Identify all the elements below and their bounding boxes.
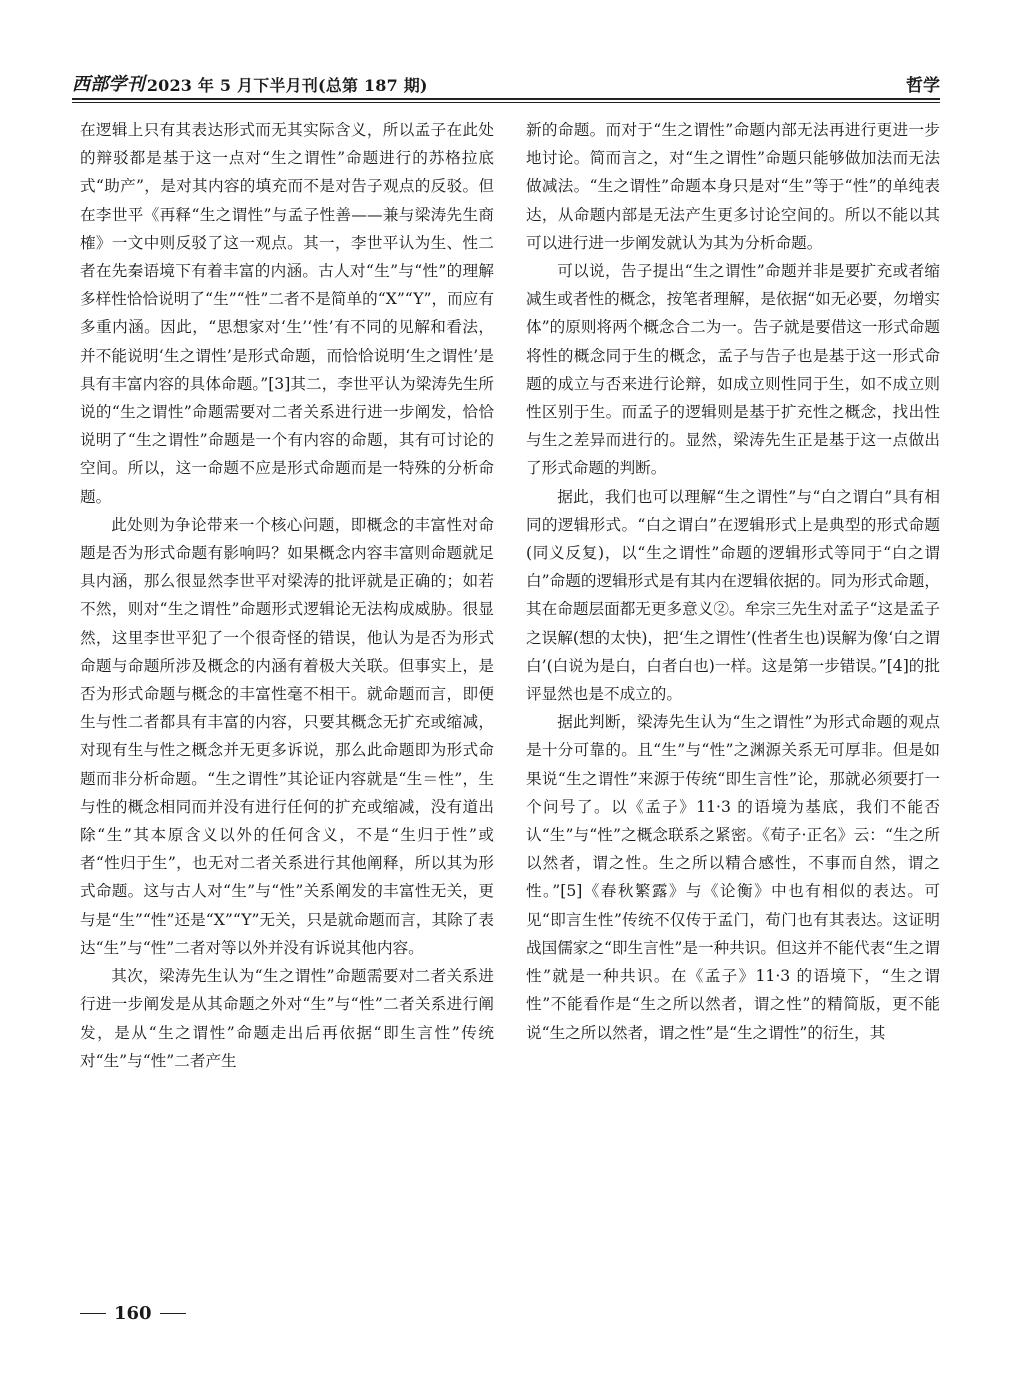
footer-dash-right — [160, 1313, 186, 1315]
paragraph: 在逻辑上只有其表达形式而无其实际含义，所以孟子在此处的辩驳都是基于这一点对“生之谓性”命题进行的苏格拉底式“助产”，是对其内容的填充而不是对告子观点的反驳。但在李世平《再释“生之谓性”与孟子性善——兼与梁涛先生商榷》一文中则反驳了这一观点。其一，李世平认为生、性二者在先秦语境下有着丰富的内涵。古人对“生”与“性”的理解多样性恰恰说明了“生”“性”二者不是简单的“X”“Y”，而应有多重内涵。因此，“思想家对‘生’‘性’有不同的见解和看法，并不能说明‘生之谓性’是形式命题，而恰恰说明‘生之谓性’是具有丰富内容的具体命题。”[3]其二，李世平认为梁涛先生所说的“生之谓性”命题需要对二者关系进行进一步阐发，恰恰说明了“生之谓性”命题是一个有内容的命题，其有可讨论的空间。所以，这一命题不应是形式命题而是一特殊的分析命题。 — [80, 121, 494, 506]
right-column — [526, 116, 940, 1256]
page-number: 160 — [114, 1303, 152, 1324]
running-header — [72, 68, 940, 96]
header-rule-thin — [72, 102, 940, 103]
issue-info: 2023 年 5 月下半月刊(总第 187 期) — [146, 76, 428, 95]
section-label: 哲学 — [906, 76, 940, 96]
paragraph: 可以说，告子提出“生之谓性”命题并非是要扩充或者缩减生或者性的概念，按笔者理解，是依据“如无必要，勿增实体”的原则将两个概念合二为一。告子就是要借这一形式命题将性的概念同于生的概念，孟子与告子也是基于这一形式命题的成立与否来进行论辩，如成立则性同于生，如不成立则性区别于生。而孟子的逻辑则是基于扩充性之概念，找出性与生之差异而进行的。显然，梁涛先生正是基于这一点做出了形式命题的判断。 — [526, 262, 940, 478]
header-left — [72, 70, 428, 96]
header-rule-thick — [72, 98, 940, 100]
paragraph: 据此，我们也可以理解“生之谓性”与“白之谓白”具有相同的逻辑形式。“白之谓白”在逻辑形式上是典型的形式命题(同义反复)，以“生之谓性”命题的逻辑形式等同于“白之谓白”命题的逻辑形式是有其内在逻辑依据的。同为形式命题，其在命题层面都无更多意义②。牟宗三先生对孟子“这是孟子之误解(想的太快)，把‘生之谓性’(性者生也)误解为像‘白之谓白’(白说为是白，白者白也)一样。这是第一步错误。”[4]的批评显然也是不成立的。 — [526, 487, 940, 704]
paragraph: 据此判断，梁涛先生认为“生之谓性”为形式命题的观点是十分可靠的。且“生”与“性”之渊源关系无可厚非。但是如果说“生之谓性”来源于传统“即生言性”论，那就必须要打一个问号了。以《孟子》11·3 的语境为基底，我们不能否认“生”与“性”之概念联系之紧密。《荀子·正名》云：“生之所以然者，谓之性。生之所以精合感性，不事而自然，谓之性。”[5]《春秋繁露》与《论衡》中也有相似的表达。可见“即言生性”传统不仅传于孟门，荀门也有其表达。这证明战国儒家之“即生言性”是一种共识。但这并不能代表“生之谓性”就是一种共识。在《孟子》11·3 的语境下，“生之谓性”不能看作是“生之所以然者，谓之性”的精简版，更不能说“生之所以然者，谓之性”是“生之谓性”的衍生，其 — [526, 713, 940, 1042]
left-column — [80, 116, 494, 1256]
paragraph: 新的命题。而对于“生之谓性”命题内部无法再进行更进一步地讨论。简而言之，对“生之谓性”命题只能够做加法而无法做减法。“生之谓性”命题本身只是对“生”等于“性”的单纯表达，从命题内部是无法产生更多讨论空间的。所以不能以其可以进行进一步阐发就认为其为分析命题。 — [526, 121, 940, 252]
paragraph: 其次，梁涛先生认为“生之谓性”命题需要对二者关系进行进一步阐发是从其命题之外对“生”与“性”二者关系进行阐发，是从“生之谓性”命题走出后再依据“即生言性”传统对“生”与“性”二者产生 — [80, 967, 494, 1070]
journal-name: 西部学刊 — [72, 74, 145, 95]
footer-dash-left — [80, 1313, 106, 1315]
paragraph: 此处则为争论带来一个核心问题，即概念的丰富性对命题是否为形式命题有影响吗？如果概念内容丰富则命题就足具内涵，那么很显然李世平对梁涛的批评就是正确的；如若不然，则对“生之谓性”命题形式逻辑论无法构成威胁。很显然，这里李世平犯了一个很奇怪的错误，他认为是否为形式命题与命题所涉及概念的内涵有着极大关联。但事实上，是否为形式命题与概念的丰富性毫不相干。就命题而言，即便生与性二者都具有丰富的内容，只要其概念无扩充或缩减，对现有生与性之概念并无更多诉说，那么此命题即为形式命题而非分析命题。“生之谓性”其论证内容就是“生＝性”，生与性的概念相同而并没有进行任何的扩充或缩减，没有道出除“生”其本原含义以外的任何含义，不是“生归于性”或者“性归于生”，也无对二者关系进行其他阐释，所以其为形式命题。这与古人对“生”与“性”关系阐发的丰富性无关，更与是“生”“性”还是“X”“Y”无关，只是就命题而言，其除了表达“生”与“性”二者对等以外并没有诉说其他内容。 — [80, 515, 494, 957]
page-footer — [80, 1303, 194, 1324]
